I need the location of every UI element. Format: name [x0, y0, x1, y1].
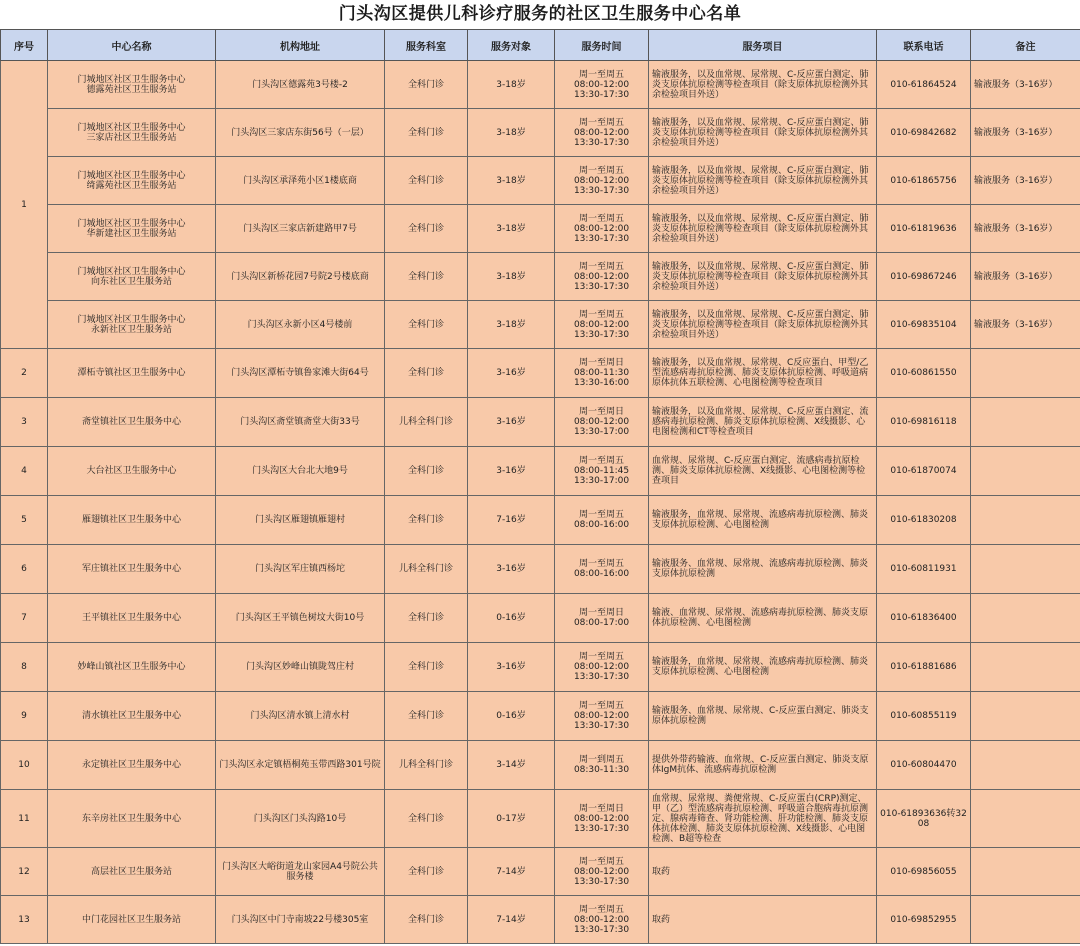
- cell-items: 取药: [649, 848, 877, 896]
- header-no: 序号: [1, 30, 48, 61]
- cell-address: 门头沟区新桥花园7号院2号楼底商: [216, 253, 385, 301]
- cell-target: 7-14岁: [468, 848, 555, 896]
- cell-items: 取药: [649, 896, 877, 944]
- cell-target: 3-18岁: [468, 61, 555, 109]
- table-row: [1, 398, 1080, 447]
- header-phone: 联系电话: [877, 30, 971, 61]
- cell-name: 东辛房社区卫生服务中心: [48, 790, 216, 848]
- cell-dept: 全科门诊: [385, 848, 468, 896]
- cell-note: [971, 398, 1080, 447]
- cell-name: 永定镇社区卫生服务中心: [48, 741, 216, 790]
- cell-phone: 010-69852955: [877, 896, 971, 944]
- cell-address: 门头沟区大台北大地9号: [216, 447, 385, 496]
- cell-time: 周一至周五 08:00-12:00 13:30-17:30: [555, 205, 649, 253]
- cell-note: 输液服务（3-16岁）: [971, 253, 1080, 301]
- cell-items: 输液服务、血常规、尿常规、C-反应蛋白测定、肺炎支原体抗原检测: [649, 692, 877, 741]
- cell-phone: 010-61865756: [877, 157, 971, 205]
- page-title: 门头沟区提供儿科诊疗服务的社区卫生服务中心名单: [338, 4, 742, 24]
- cell-dept: 全科门诊: [385, 896, 468, 944]
- header-time: 服务时间: [555, 30, 649, 61]
- cell-name: 门城地区社区卫生服务中心 华新建社区卫生服务站: [48, 205, 216, 253]
- cell-dept: 全科门诊: [385, 643, 468, 692]
- cell-target: 0-16岁: [468, 594, 555, 643]
- cell-target: 3-14岁: [468, 741, 555, 790]
- cell-phone: 010-69816118: [877, 398, 971, 447]
- cell-phone: 010-60811931: [877, 545, 971, 594]
- cell-no: 3: [1, 398, 48, 447]
- cell-name: 门城地区社区卫生服务中心 绮露苑社区卫生服务站: [48, 157, 216, 205]
- cell-no: 12: [1, 848, 48, 896]
- cell-time: 周一到周五 08:30-11:30: [555, 741, 649, 790]
- table-body: [1, 61, 1080, 944]
- cell-name: 王平镇社区卫生服务中心: [48, 594, 216, 643]
- table-row: [1, 109, 1080, 157]
- cell-address: 门头沟区雁翅镇雁翅村: [216, 496, 385, 545]
- cell-note: 输液服务（3-16岁）: [971, 157, 1080, 205]
- header-target: 服务对象: [468, 30, 555, 61]
- cell-address: 门头沟区永定镇梧桐苑玉带西路301号院: [216, 741, 385, 790]
- cell-no: 4: [1, 447, 48, 496]
- cell-target: 3-16岁: [468, 447, 555, 496]
- cell-items: 输液服务，血常规、尿常规、流感病毒抗原检测、肺炎支原体抗原检测、心电图检测: [649, 496, 877, 545]
- table-row: [1, 741, 1080, 790]
- cell-dept: 全科门诊: [385, 61, 468, 109]
- cell-dept: 儿科全科门诊: [385, 741, 468, 790]
- cell-dept: 全科门诊: [385, 692, 468, 741]
- cell-time: 周一至周五 08:00-12:00 13:30-17:30: [555, 61, 649, 109]
- cell-target: 3-18岁: [468, 157, 555, 205]
- cell-address: 门头沟区王平镇色树坟大街10号: [216, 594, 385, 643]
- cell-name: 妙峰山镇社区卫生服务中心: [48, 643, 216, 692]
- cell-address: 门头沟区三家店新建路甲7号: [216, 205, 385, 253]
- cell-target: 3-16岁: [468, 643, 555, 692]
- cell-address: 门头沟区中门寺南坡22号楼305室: [216, 896, 385, 944]
- cell-dept: 全科门诊: [385, 157, 468, 205]
- cell-items: 血常规、尿常规、C-反应蛋白测定、流感病毒抗原检测、肺炎支原体抗原检测、X线摄影、心电图检测等检查项目: [649, 447, 877, 496]
- cell-no: 5: [1, 496, 48, 545]
- cell-items: 输液、血常规、尿常规、流感病毒抗原检测、肺炎支原体抗原检测、心电图检测: [649, 594, 877, 643]
- cell-dept: 儿科全科门诊: [385, 545, 468, 594]
- cell-target: 7-14岁: [468, 896, 555, 944]
- cell-phone: 010-69835104: [877, 301, 971, 349]
- cell-address: 门头沟区清水镇上清水村: [216, 692, 385, 741]
- cell-phone: 010-61864524: [877, 61, 971, 109]
- cell-name: 斋堂镇社区卫生服务中心: [48, 398, 216, 447]
- header-note: 备注: [971, 30, 1080, 61]
- cell-time: 周一至周五 08:00-12:00 13:30-17:30: [555, 301, 649, 349]
- cell-note: [971, 643, 1080, 692]
- cell-items: 输液服务，以及血常规、尿常规、C反应蛋白、甲型/乙型流感病毒抗原检测、肺炎支原体抗原检测、呼吸道病原体抗体五联检测、心电图检测等检查项目: [649, 349, 877, 398]
- cell-items: 提供外带药输液、血常规、C-反应蛋白测定、肺炎支原体IgM抗体、流感病毒抗原检测: [649, 741, 877, 790]
- cell-dept: 全科门诊: [385, 253, 468, 301]
- cell-name: 清水镇社区卫生服务中心: [48, 692, 216, 741]
- cell-address: 门头沟区门头沟路10号: [216, 790, 385, 848]
- cell-name: 大台社区卫生服务中心: [48, 447, 216, 496]
- table-row: [1, 545, 1080, 594]
- cell-time: 周一至周五 08:00-16:00: [555, 545, 649, 594]
- table-row: [1, 253, 1080, 301]
- cell-note: [971, 545, 1080, 594]
- cell-time: 周一至周日 08:00-12:00 13:30-17:00: [555, 398, 649, 447]
- cell-target: 3-18岁: [468, 301, 555, 349]
- cell-time: 周一至周五 08:00-12:00 13:30-17:30: [555, 157, 649, 205]
- cell-address: 门头沟区大峪街道龙山家园A4号院公共服务楼: [216, 848, 385, 896]
- cell-note: [971, 741, 1080, 790]
- cell-time: 周一至周日 08:00-17:00: [555, 594, 649, 643]
- cell-address: 门头沟区潭柘寺镇鲁家滩大街64号: [216, 349, 385, 398]
- cell-items: 输液服务，以及血常规、尿常规、C-反应蛋白测定、肺炎支原体抗原检测等检查项目（除支原体抗原检测外其余检验项目外送）: [649, 205, 877, 253]
- table-row: [1, 896, 1080, 944]
- cell-note: 输液服务（3-16岁）: [971, 301, 1080, 349]
- cell-note: [971, 848, 1080, 896]
- cell-time: 周一至周五 08:00-12:00 13:30-17:30: [555, 896, 649, 944]
- cell-no: 10: [1, 741, 48, 790]
- cell-phone: 010-60861550: [877, 349, 971, 398]
- cell-phone: 010-61836400: [877, 594, 971, 643]
- clinic-table: [0, 29, 1080, 944]
- cell-phone: 010-69842682: [877, 109, 971, 157]
- cell-dept: 全科门诊: [385, 205, 468, 253]
- cell-dept: 全科门诊: [385, 447, 468, 496]
- cell-no: 6: [1, 545, 48, 594]
- cell-note: [971, 447, 1080, 496]
- cell-target: 0-17岁: [468, 790, 555, 848]
- cell-time: 周一至周五 08:00-12:00 13:30-17:30: [555, 692, 649, 741]
- cell-items: 血常规、尿常规、粪便常规、C-反应蛋白(CRP)测定、甲（乙）型流感病毒抗原检测、呼吸道合胞病毒抗原测定、腺病毒筛查、肾功能检测、肝功能检测、肺炎支原体抗体检测、肺炎支原体抗原检测、X线摄影、心电图检测、B超等检查: [649, 790, 877, 848]
- table-row: [1, 205, 1080, 253]
- table-header-row: [1, 30, 1080, 61]
- table-row: [1, 61, 1080, 109]
- cell-address: 门头沟区承泽苑小区1楼底商: [216, 157, 385, 205]
- cell-note: [971, 496, 1080, 545]
- cell-note: [971, 896, 1080, 944]
- cell-note: 输液服务（3-16岁）: [971, 61, 1080, 109]
- cell-note: [971, 349, 1080, 398]
- cell-note: [971, 790, 1080, 848]
- table-row: [1, 157, 1080, 205]
- cell-target: 0-16岁: [468, 692, 555, 741]
- table-row: [1, 643, 1080, 692]
- header-address: 机构地址: [216, 30, 385, 61]
- cell-address: 门头沟区德露苑3号楼-2: [216, 61, 385, 109]
- cell-name: 军庄镇社区卫生服务中心: [48, 545, 216, 594]
- cell-time: 周一至周五 08:00-16:00: [555, 496, 649, 545]
- cell-name: 潭柘寺镇社区卫生服务中心: [48, 349, 216, 398]
- cell-no: 7: [1, 594, 48, 643]
- cell-items: 输液服务，血常规、尿常规、流感病毒抗原检测、肺炎支原体抗原检测、心电图检测: [649, 643, 877, 692]
- header-dept: 服务科室: [385, 30, 468, 61]
- cell-address: 门头沟区妙峰山镇陇驾庄村: [216, 643, 385, 692]
- cell-note: 输液服务（3-16岁）: [971, 205, 1080, 253]
- cell-phone: 010-61830208: [877, 496, 971, 545]
- cell-name: 门城地区社区卫生服务中心 德露苑社区卫生服务站: [48, 61, 216, 109]
- header-name: 中心名称: [48, 30, 216, 61]
- cell-dept: 全科门诊: [385, 790, 468, 848]
- cell-note: 输液服务（3-16岁）: [971, 109, 1080, 157]
- cell-no: 2: [1, 349, 48, 398]
- table-row: [1, 594, 1080, 643]
- cell-phone: 010-60855119: [877, 692, 971, 741]
- cell-phone: 010-61893636转3208: [877, 790, 971, 848]
- cell-note: [971, 692, 1080, 741]
- table-row: [1, 349, 1080, 398]
- cell-items: 输液服务，以及血常规、尿常规、C-反应蛋白测定、肺炎支原体抗原检测等检查项目（除支原体抗原检测外其余检验项目外送）: [649, 301, 877, 349]
- cell-target: 3-16岁: [468, 349, 555, 398]
- cell-target: 3-18岁: [468, 205, 555, 253]
- cell-items: 输液服务，以及血常规、尿常规、C-反应蛋白测定、肺炎支原体抗原检测等检查项目（除支原体抗原检测外其余检验项目外送）: [649, 253, 877, 301]
- cell-phone: 010-61870074: [877, 447, 971, 496]
- cell-no: 9: [1, 692, 48, 741]
- table-row: [1, 692, 1080, 741]
- cell-address: 门头沟区三家店东街56号（一层）: [216, 109, 385, 157]
- table-row: [1, 447, 1080, 496]
- cell-time: 周一至周五 08:00-12:00 13:30-17:30: [555, 253, 649, 301]
- cell-no: 1: [1, 61, 48, 349]
- cell-note: [971, 594, 1080, 643]
- cell-name: 门城地区社区卫生服务中心 向东社区卫生服务站: [48, 253, 216, 301]
- cell-name: 雁翅镇社区卫生服务中心: [48, 496, 216, 545]
- cell-no: 13: [1, 896, 48, 944]
- cell-phone: 010-60804470: [877, 741, 971, 790]
- cell-address: 门头沟区斋堂镇斋堂大街33号: [216, 398, 385, 447]
- cell-phone: 010-61881686: [877, 643, 971, 692]
- cell-items: 输液服务，以及血常规、尿常规、C-反应蛋白测定、肺炎支原体抗原检测等检查项目（除支原体抗原检测外其余检验项目外送）: [649, 109, 877, 157]
- cell-dept: 全科门诊: [385, 594, 468, 643]
- cell-target: 3-16岁: [468, 398, 555, 447]
- cell-dept: 全科门诊: [385, 109, 468, 157]
- cell-items: 输液服务，以及血常规、尿常规、C-反应蛋白测定、流感病毒抗原检测、肺炎支原体抗原检测、X线摄影、心电图检测和CT等检查项目: [649, 398, 877, 447]
- table-row: [1, 496, 1080, 545]
- cell-address: 门头沟区永新小区4号楼前: [216, 301, 385, 349]
- cell-time: 周一至周五 08:00-12:00 13:30-17:30: [555, 848, 649, 896]
- cell-time: 周一至周五 08:00-12:00 13:30-17:30: [555, 643, 649, 692]
- cell-items: 输液服务，以及血常规、尿常规、C-反应蛋白测定、肺炎支原体抗原检测等检查项目（除支原体抗原检测外其余检验项目外送）: [649, 157, 877, 205]
- cell-phone: 010-61819636: [877, 205, 971, 253]
- cell-name: 中门花园社区卫生服务站: [48, 896, 216, 944]
- cell-time: 周一至周日 08:00-11:30 13:30-16:00: [555, 349, 649, 398]
- cell-name: 高层社区卫生服务站: [48, 848, 216, 896]
- table-row: [1, 790, 1080, 848]
- cell-phone: 010-69867246: [877, 253, 971, 301]
- cell-target: 7-16岁: [468, 496, 555, 545]
- cell-dept: 全科门诊: [385, 349, 468, 398]
- cell-no: 8: [1, 643, 48, 692]
- cell-name: 门城地区社区卫生服务中心 永新社区卫生服务站: [48, 301, 216, 349]
- cell-name: 门城地区社区卫生服务中心 三家店社区卫生服务站: [48, 109, 216, 157]
- cell-items: 输液服务，以及血常规、尿常规、C-反应蛋白测定、肺炎支原体抗原检测等检查项目（除支原体抗原检测外其余检验项目外送）: [649, 61, 877, 109]
- cell-address: 门头沟区军庄镇西杨坨: [216, 545, 385, 594]
- cell-time: 周一至周日 08:00-12:00 13:30-17:30: [555, 790, 649, 848]
- cell-no: 11: [1, 790, 48, 848]
- cell-items: 输液服务、血常规、尿常规、流感病毒抗原检测、肺炎支原体抗原检测: [649, 545, 877, 594]
- cell-time: 周一至周五 08:00-11:45 13:30-17:00: [555, 447, 649, 496]
- table-row: [1, 848, 1080, 896]
- cell-phone: 010-69856055: [877, 848, 971, 896]
- cell-target: 3-16岁: [468, 545, 555, 594]
- cell-dept: 全科门诊: [385, 301, 468, 349]
- cell-time: 周一至周五 08:00-12:00 13:30-17:30: [555, 109, 649, 157]
- table-row: [1, 301, 1080, 349]
- cell-dept: 儿科全科门诊: [385, 398, 468, 447]
- cell-dept: 全科门诊: [385, 496, 468, 545]
- header-items: 服务项目: [649, 30, 877, 61]
- cell-target: 3-18岁: [468, 253, 555, 301]
- cell-target: 3-18岁: [468, 109, 555, 157]
